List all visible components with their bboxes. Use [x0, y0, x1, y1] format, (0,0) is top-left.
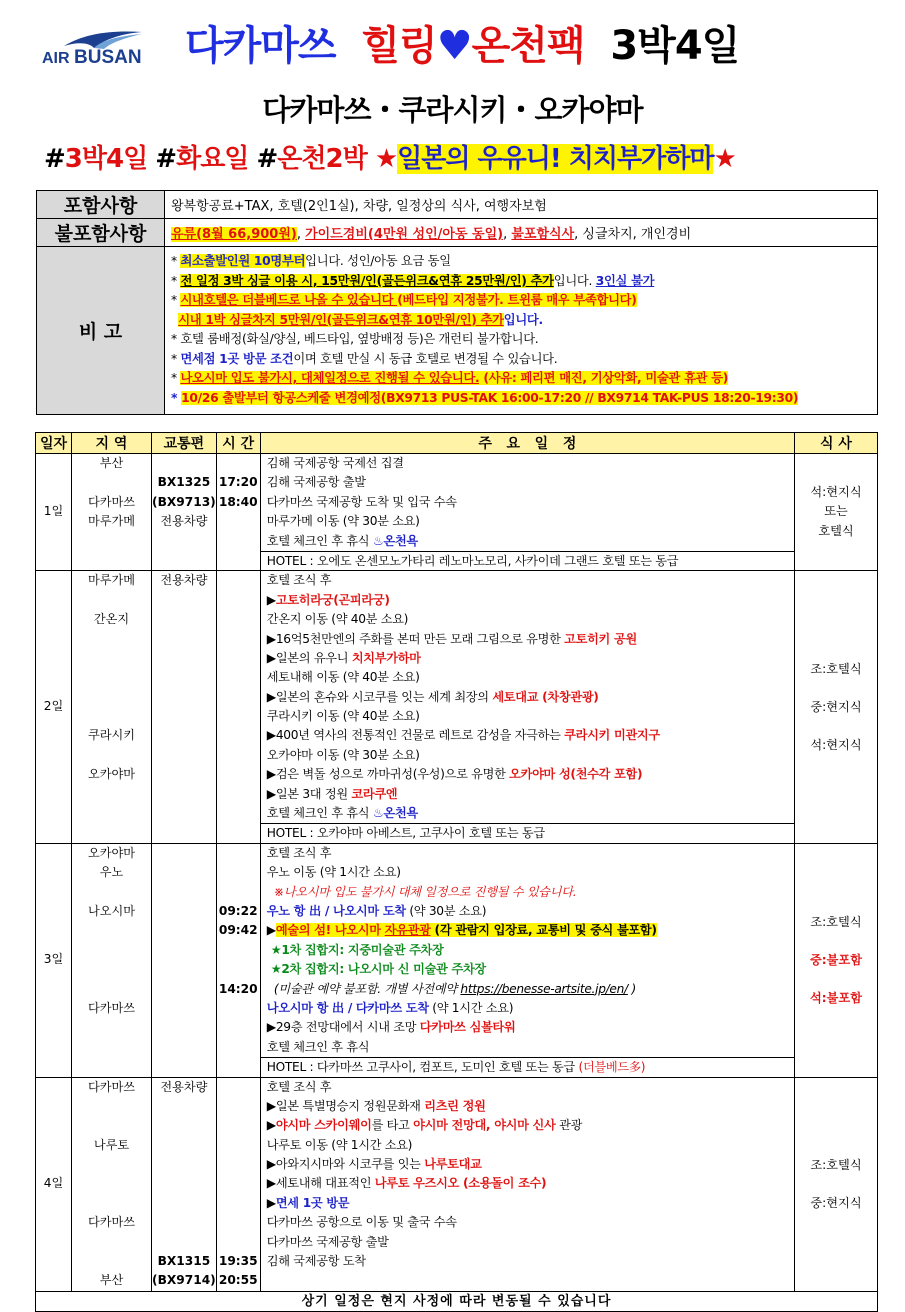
- note-item: * 최소출발인원 10명부터입니다. 성인/아동 요금 동일: [171, 254, 451, 268]
- included-label: 포함사항: [37, 191, 165, 219]
- excluded-label: 불포함사항: [37, 219, 165, 247]
- note-item: * 시내호텔은 더블베드로 나올 수 있습니다 (베드타입 지정불가. 트윈룸 매우 부족합니다): [171, 293, 637, 307]
- day-row-4: [36, 1077, 878, 1291]
- day-label: 3일: [36, 843, 72, 1077]
- header-transport: 교통편: [152, 433, 217, 454]
- excluded-value: 유류(8월 66,900원), 가이드경비(4만원 성인/아동 동일), 불포함식사, 싱글차지, 개인경비: [165, 219, 878, 247]
- transport-cell: [152, 843, 217, 1077]
- note-item: * 10/26 출발부터 항공스케줄 변경예정(BX9713 PUS-TAK 16:00-17:20 // BX9714 TAK-PUS 18:20-19:30): [171, 390, 799, 405]
- day-row-2: [36, 571, 878, 843]
- page-subtitle: 다카마쓰・쿠라시키・오카야마: [262, 93, 643, 127]
- star-icon: ★: [266, 942, 282, 957]
- region-cell: 오카야마 우노 나오시마 다카마쓰: [72, 843, 152, 1077]
- star-icon: ★: [266, 962, 282, 977]
- itinerary-cell: 호텔 조식 후 우노 이동 (약 1시간 소요) ※나오시마 입도 불가시 대체 일정으로 진행될 수 있습니다. 우노 항 出 / 나오시마 도착 (약 30분 소요) ▶예술의 섬! 나오시마 자유관광 (각 관람지 입장료, 교통비 및 중식 불포함) ★1차 집합지: 지중미술관 주차장 ★2차 집합지: 나오시마 신 미술관 주차장 (미술관 예약 불포함. 개별 사전예약 https://benesse-artsite.jp/en/ ) 나오시마 항 出 / 다카마쓰 도착 (약 1시간 소요) ▶29층 전망대에서 시내 조망 다카마쓰 심볼타워 호텔 체크인 후 휴식 HOTEL : 다카마쓰 고쿠사이, 컴포트, 도미인 호텔 또는 동급 (더블베드多): [260, 843, 794, 1077]
- meal-cell: 조:호텔식 중:불포함 석:불포함: [795, 843, 878, 1077]
- info-table: [36, 190, 878, 415]
- note-item: * 면세점 1곳 방문 조건이며 호텔 만실 시 동급 호텔로 변경될 수 있습니다.: [171, 351, 558, 366]
- page-title: 다카마쓰 힐링♥온천팩 3박4일: [185, 23, 740, 69]
- air-busan-logo: AIR BUSAN: [42, 28, 146, 70]
- note-item: * 나오시마 입도 불가시, 대체일정으로 진행될 수 있습니다. (사유: 페리편 매진, 기상악화, 미술관 휴관 등): [171, 371, 729, 385]
- header-itinerary: 주 요 일 정: [260, 433, 794, 454]
- meal-cell: 조:호텔식 중:현지식: [795, 1077, 878, 1291]
- hotel-line: HOTEL : 오카야마 아베스트, 고쿠사이 호텔 또는 동급: [261, 823, 794, 842]
- header-region: 지 역: [72, 433, 152, 454]
- itinerary-cell: 김해 국제공항 국제선 집결 김해 국제공항 출발 다카마쓰 국제공항 도착 및 입국 수속 마루가메 이동 (약 30분 소요) 호텔 체크인 후 휴식 ♨온천욕 HOTEL : 오에도 온센모노가타리 레노마노모리, 사카이데 그랜드 호텔 또는 동급: [260, 454, 794, 571]
- note-item: 시내 1박 싱글차지 5만원/인(골든위크&연휴 10만원/인) 추가입니다.: [178, 312, 543, 327]
- onsen-icon: ♨온천욕: [372, 806, 418, 821]
- hotel-line: HOTEL : 다카마쓰 고쿠사이, 컴포트, 도미인 호텔 또는 동급 (더블베드多): [261, 1057, 794, 1076]
- day-label: 2일: [36, 571, 72, 843]
- onsen-icon: ♨온천욕: [372, 533, 418, 548]
- transport-cell: BX1325 (BX9713) 전용차량: [152, 454, 217, 571]
- benesse-link[interactable]: https://benesse-artsite.jp/en/: [460, 981, 628, 996]
- included-value: 왕복항공료+TAX, 호텔(2인1실), 차량, 일정상의 식사, 여행자보험: [165, 191, 878, 219]
- itinerary-cell: 호텔 조식 후 ▶고토히라궁(곤피라궁) 간온지 이동 (약 40분 소요) ▶16억5천만엔의 주화를 본떠 만든 모래 그림으로 유명한 고토히키 공원 ▶일본의 유우니 치치부가하마 세토내해 이동 (약 40분 소요) ▶일본의 혼슈와 시코쿠를 잇는 세계 최장의 세토대교 (차창관광) 쿠라시키 이동 (약 40분 소요) ▶400년 역사의 전통적인 건물로 레트로 감성을 자극하는 쿠라시키 미관지구 오카야마 이동 (약 30분 소요) ▶검은 벽돌 성으로 까마귀성(우성)으로 유명한 오카야마 성(천수각 포함) ▶일본 3대 정원 코라쿠엔 호텔 체크인 후 휴식 ♨온천욕 HOTEL : 오카야마 아베스트, 고쿠사이 호텔 또는 동급: [260, 571, 794, 843]
- schedule-table: [35, 432, 878, 1312]
- hotel-line: HOTEL : 오에도 온센모노가타리 레노마노모리, 사카이데 그랜드 호텔 또는 동급: [261, 551, 794, 570]
- footer-note: 상기 일정은 현지 사정에 따라 변동될 수 있습니다: [36, 1291, 878, 1311]
- star-icon: ★: [374, 144, 398, 174]
- note-item: * 호텔 룸배정(화실/양실, 베드타입, 옆방배정 등)은 개런티 불가합니다.: [171, 332, 539, 346]
- time-cell: 17:20 18:40: [216, 454, 260, 571]
- note-item: * 전 일정 3박 싱글 이용 시, 15만원/인(골든위크&연휴 25만원/인) 추가입니다. 3인실 불가: [171, 273, 655, 288]
- day-label: 4일: [36, 1077, 72, 1291]
- region-cell: 부산 다카마쓰 마루가메: [72, 454, 152, 571]
- itinerary-cell: 호텔 조식 후 ▶일본 특별명승지 정원문화재 리츠린 정원 ▶야시마 스카이웨이를 타고 야시마 전망대, 야시마 신사 관광 나루토 이동 (약 1시간 소요) ▶아와지시마와 시코쿠를 잇는 나루토대교 ▶세토내해 대표적인 나루토 우즈시오 (소용돌이 조수) ▶면세 1곳 방문 다카마쓰 공항으로 이동 및 출국 수속 다카마쓰 국제공항 출발 김해 국제공항 도착: [260, 1077, 794, 1291]
- day-label: 1일: [36, 454, 72, 571]
- schedule-footer: [36, 1291, 878, 1311]
- transport-cell: 전용차량: [152, 571, 217, 843]
- day-row-3: [36, 843, 878, 1077]
- schedule-header: [36, 433, 878, 454]
- region-cell: 마루가메 간온지 쿠라시키 오카야마: [72, 571, 152, 843]
- transport-cell: 전용차량 BX1315 (BX9714): [152, 1077, 217, 1291]
- header-day: 일자: [36, 433, 72, 454]
- notes-label: 비 고: [37, 247, 165, 415]
- star-icon: ★: [713, 144, 736, 174]
- highlight-text: 일본의 우유니! 치치부가하마: [397, 144, 714, 174]
- meal-cell: 조:호텔식 중:현지식 석:현지식: [795, 571, 878, 843]
- meal-cell: 석:현지식 또는 호텔식: [795, 454, 878, 571]
- time-cell: 19:35 20:55: [216, 1077, 260, 1291]
- time-cell: [216, 571, 260, 843]
- day-row-1: [36, 454, 878, 571]
- region-cell: 다카마쓰 나루토 다카마쓰 부산: [72, 1077, 152, 1291]
- header-time: 시 간: [216, 433, 260, 454]
- hashtag-line: #3박4일 #화요일 #온천2박 ★일본의 우유니! 치치부가하마★: [44, 144, 736, 174]
- header-meal: 식 사: [795, 433, 878, 454]
- time-cell: 09:22 09:42 14:20: [216, 843, 260, 1077]
- notes-list: [165, 247, 878, 415]
